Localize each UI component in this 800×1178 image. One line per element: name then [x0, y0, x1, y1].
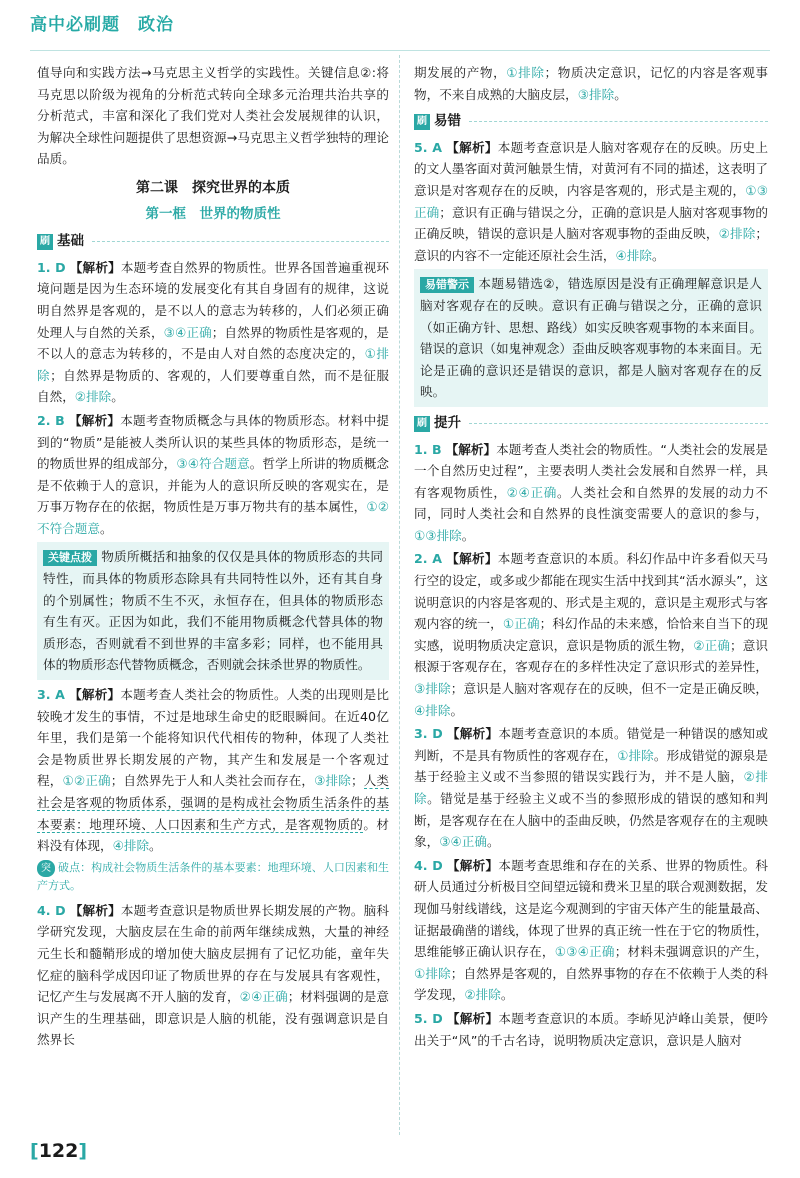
- breakthrough-note: 突 破点：构成社会物质生活条件的基本要素：地理环境、人口因素和生产方式。: [37, 860, 390, 892]
- breakthrough-icon: 突: [37, 860, 55, 877]
- section-divider: [92, 241, 389, 242]
- page-header: 高中必刷题 政治: [30, 15, 174, 35]
- answer-3: 3. A 【解析】本题考查人类社会的物质性。人类的出现则是比较晚才发生的事情，不过是地球生命史的眨眼瞬间。在近40亿年里，我们是第一个能将知识代代相传的物种，体现了人类社会是物质世界长期发展的产物，其产生和发展是一个客观过程，①②正确；自然界先于人和人类社会而存在，③排除；人类社会是客观的物质体系，强调的是构成社会物质生活条件的基本要素：地理环境、人口因素和生产方式，是客观物质的。材料没有体现，④排除。: [37, 687, 390, 854]
- answer-2: 2. B 【解析】本题考查物质概念与具体的物质形态。材料中提到的“物质”是能被人类所认识的某些具体的物质形态，是统一的物质世界的组成部分，③④符合题意。哲学上所讲的物质概念是不依赖于人的意识，并能为人的意识所反映的客观实在，是万事万物存在的依据，物质性是万事万物共有的基本属性，①②不符合题意。: [37, 412, 390, 536]
- keypoint-text: 物质所概括和抽象的仅仅是具体的物质形态的共同特性，而具体的物质形态除具有共同特性以外，还有其自身的个别属性；物质不生不灭，永恒存在，但具体的物质形态有生有灭。正因为如此，我们不能用物质概念代替具体的物质形态，否则就看不到世界的丰富多彩；同样，也不能用具体的物质形态代替物质概念，否则就会抹杀世界的物质性。: [43, 549, 383, 673]
- section-error-prone: [414, 111, 768, 133]
- frame-title: 第一框 世界的物质性: [145, 205, 281, 222]
- answer-4-continued: 期发展的产物，①排除；物质决定意识，记忆的内容是客观事物，不来自成熟的大脑皮层，③排除。: [414, 65, 769, 102]
- answer-1: 1. D 【解析】本题考查自然界的物质性。世界各国普遍重视环境问题是因为生态环境的发展变化有其自身固有的规律，这说明自然界是客观的，是不以人的意志为转移的，人们必须正确处理人与自然的关系，③④正确；自然界的物质性是客观的，是不以人的意志为转移的，不是由人对自然的态度决定的，①排除；自然界是物质的、客观的，人们要尊重自然，而不是征服自然，②排除。: [37, 259, 390, 405]
- answer-up-2: 2. A 【解析】本题考查意识的本质。科幻作品中许多看似天马行空的设定，或多或少都能在现实生活中找到其“活水源头”，这说明意识的内容是客观的、形式是主观的，意识是主观形式与客观内容的统一，①正确；科幻作品的未来感，恰恰来自当下的现实感，说明物质决定意识，意识是物质的派生物，②正确；意识根源于客观存在，客观存在的多样性决定了意识形式的差异性，③排除；意识是人脑对客观存在的反映，但不一定是正确反映，④排除。: [414, 551, 769, 718]
- answer-up-4: 4. D 【解析】本题考查思维和存在的关系、世界的物质性。科研人员通过分析极目空间望远镜和费米卫星的联合观测数据，发现伽马射线谱线，这是迄今观测到的宇宙天体产生的能量最高、证据最确凿的谱线，体现了世界的真正统一性在于它的物质性，思维能够正确认识存在，①③④正确；材料未强调意识的产生，①排除；自然界是客观的，自然界事物的存在不依赖于人类的科学发现，②排除。: [414, 857, 769, 1003]
- error-tip-tag: 易错警示: [420, 277, 474, 293]
- arrow-icon: →: [141, 65, 152, 80]
- keypoint-box: [37, 542, 389, 680]
- column-divider: [399, 55, 400, 1135]
- intro-paragraph: 值导向和实践方法→马克思主义哲学的实践性。关键信息②:将马克思以阶级为视角的分析范式转向全球多元治理共治共享的分析范式，丰富和深化了我们党对人类社会发展规律的认识，为解决全球性问题提供了思想资源→马克思主义哲学独特的理论品质。: [37, 65, 390, 167]
- answer-up-1: 1. B 【解析】本题考查人类社会的物质性。“人类社会的发展是一个自然历史过程”，主要表明人类社会发展和自然界一样，具有客观物质性，②④正确。人类社会和自然界的发展的动力不同，同时人类社会和自然界的良性演变需要人的意识的参与，①③排除。: [414, 441, 769, 543]
- section-divider: [469, 121, 768, 122]
- answer-error-5: 5. A 【解析】本题考查意识是人脑对客观存在的反映。历史上的文人墨客面对黄河触景生情，对黄河有不同的描述，这表明了意识是对客观存在的反映，内容是客观的，形式是主观的，①③正确；意识有正确与错误之分，正确的意识是人脑对客观事物的正确反映，错误的意识是人脑对客观事物的歪曲反映，②排除；意识的内容不一定能还原社会生活，④排除。: [414, 139, 769, 263]
- right-column: [414, 62, 768, 1053]
- section-label: 基础: [57, 233, 84, 250]
- error-tip-box: [414, 269, 768, 407]
- brush-icon: 刷: [414, 416, 430, 432]
- header-rule: [30, 50, 770, 51]
- answer-up-5: 5. D 【解析】本题考查意识的本质。李峤见泸峰山美景，便吟出关于“风”的千古名诗，说明物质决定意识，意识是人脑对: [414, 1010, 769, 1048]
- answer-up-3: 3. D 【解析】本题考查意识的本质。错觉是一种错误的感知或判断，不是具有物质性的客观存在，①排除。形成错觉的源泉是基于经验主义或不当参照的错误实践行为，并不是人脑，②排除。错觉是基于经验主义或不当的参照形成的错误的感知和判断，是客观存在在人脑中的歪曲反映，仍然是客观存在的主观映象，③④正确。: [414, 726, 769, 850]
- answer-4: 4. D 【解析】本题考查意识是物质世界长期发展的产物。脑科学研究发现，大脑皮层在生命的前两年继续成熟，大量的神经元生长和髓鞘形成的增加使大脑皮层拥有了记忆功能，童年失忆症的脑科学成因印证了物质世界的存在与发展具有客观性，记忆产生与发展离不开人脑的发育，②④正确；材料强调的是意识产生的生理基础，即意识是人脑的机能，没有强调意识是自然界长: [37, 902, 389, 1048]
- brush-icon: 刷: [37, 234, 53, 250]
- section-label: 易错: [434, 113, 461, 130]
- arrow-icon: →: [226, 129, 238, 145]
- page-number: [122]: [30, 1140, 88, 1162]
- section-improve: [414, 413, 768, 435]
- brush-icon: 刷: [414, 114, 430, 130]
- section-divider: [469, 423, 768, 424]
- keypoint-tag: 关键点拨: [43, 550, 97, 566]
- error-tip-text: 本题易错选②，错选原因是没有正确理解意识是人脑对客观存在的反映。意识有正确与错误之分，正确的意识（如正确方针、思想、路线）如实反映客观事物的本来面目。错误的意识（如鬼神观念）歪曲反映客观事物的本来面目。无论是正确的意识还是错误的意识，都是人脑对客观存在的反映。: [420, 276, 762, 400]
- section-basic: [37, 231, 389, 253]
- lesson-title: 第二课 探究世界的本质: [136, 179, 290, 196]
- section-label: 提升: [434, 414, 461, 431]
- left-column: [37, 62, 389, 1053]
